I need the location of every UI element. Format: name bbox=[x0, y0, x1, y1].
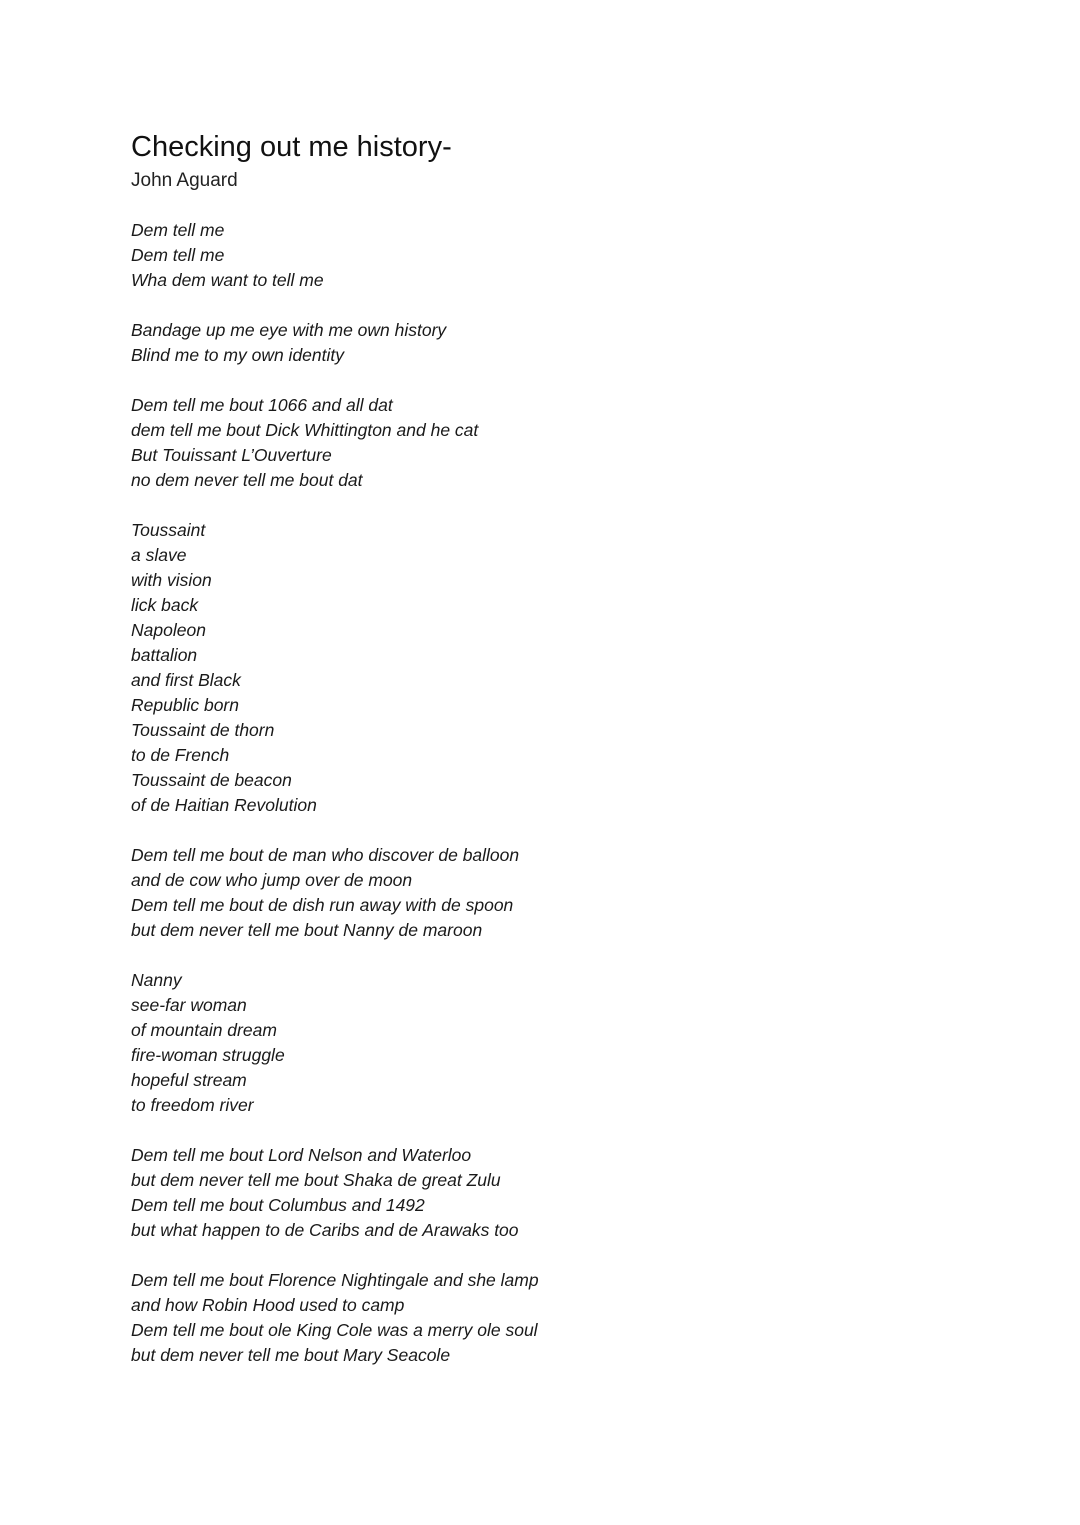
poem-line: but dem never tell me bout Shaka de great Zulu bbox=[131, 1170, 501, 1190]
poem-line: to freedom river bbox=[131, 1095, 254, 1115]
poem-line: Dem tell me bout Florence Nightingale and she lamp bbox=[131, 1270, 539, 1290]
poem-line: hopeful stream bbox=[131, 1070, 247, 1090]
poem-stanza bbox=[131, 1143, 991, 1243]
poem-line: of mountain dream bbox=[131, 1020, 277, 1040]
poem-line: Dem tell me bout Lord Nelson and Waterloo bbox=[131, 1145, 472, 1165]
poem-line: Toussaint de thorn bbox=[131, 720, 275, 740]
poem-line: Dem tell me bout ole King Cole was a merry ole soul bbox=[131, 1320, 538, 1340]
poem-line: Republic born bbox=[131, 695, 239, 715]
poem-line: Dem tell me bbox=[131, 220, 225, 240]
poem-line: Toussaint bbox=[131, 520, 206, 540]
poem-line: and de cow who jump over de moon bbox=[131, 870, 413, 890]
poem-line: and how Robin Hood used to camp bbox=[131, 1295, 405, 1315]
poem-stanza bbox=[131, 843, 991, 943]
poem-line: lick back bbox=[131, 595, 199, 615]
poem-title: Checking out me history- bbox=[131, 131, 452, 163]
poem-line: and first Black bbox=[131, 670, 241, 690]
poem-stanza bbox=[131, 318, 991, 368]
poem-stanza bbox=[131, 393, 991, 493]
poem-stanza bbox=[131, 218, 991, 293]
poem-line: see-far woman bbox=[131, 995, 247, 1015]
poem-stanza bbox=[131, 518, 991, 818]
poem-line: but what happen to de Caribs and de Arawaks too bbox=[131, 1220, 519, 1240]
poem-stanza bbox=[131, 1268, 991, 1368]
poem-line: But Touissant L’Ouverture bbox=[131, 445, 332, 465]
poem-line: Bandage up me eye with me own history bbox=[131, 320, 447, 340]
poem-line: to de French bbox=[131, 745, 230, 765]
document-page bbox=[131, 128, 991, 1393]
poem-line: Napoleon bbox=[131, 620, 206, 640]
poem-line: fire-woman struggle bbox=[131, 1045, 285, 1065]
poem-line: dem tell me bout Dick Whittington and he cat bbox=[131, 420, 479, 440]
poem-line: Dem tell me bbox=[131, 245, 225, 265]
poem-line: Nanny bbox=[131, 970, 182, 990]
poem-line: Blind me to my own identity bbox=[131, 345, 345, 365]
poem-line: Dem tell me bout Columbus and 1492 bbox=[131, 1195, 425, 1215]
poem-stanza bbox=[131, 968, 991, 1118]
poem-line: with vision bbox=[131, 570, 212, 590]
poem-line: a slave bbox=[131, 545, 187, 565]
poem-line: of de Haitian Revolution bbox=[131, 795, 317, 815]
poem-line: but dem never tell me bout Mary Seacole bbox=[131, 1345, 451, 1365]
poem-author: John Aguard bbox=[131, 170, 238, 191]
poem-line: but dem never tell me bout Nanny de maroon bbox=[131, 920, 483, 940]
poem-line: Toussaint de beacon bbox=[131, 770, 292, 790]
poem-line: Dem tell me bout de man who discover de balloon bbox=[131, 845, 520, 865]
poem-line: no dem never tell me bout dat bbox=[131, 470, 363, 490]
poem-line: battalion bbox=[131, 645, 198, 665]
poem-line: Wha dem want to tell me bbox=[131, 270, 324, 290]
poem-line: Dem tell me bout 1066 and all dat bbox=[131, 395, 393, 415]
poem-body bbox=[131, 218, 991, 1368]
poem-line: Dem tell me bout de dish run away with de spoon bbox=[131, 895, 514, 915]
